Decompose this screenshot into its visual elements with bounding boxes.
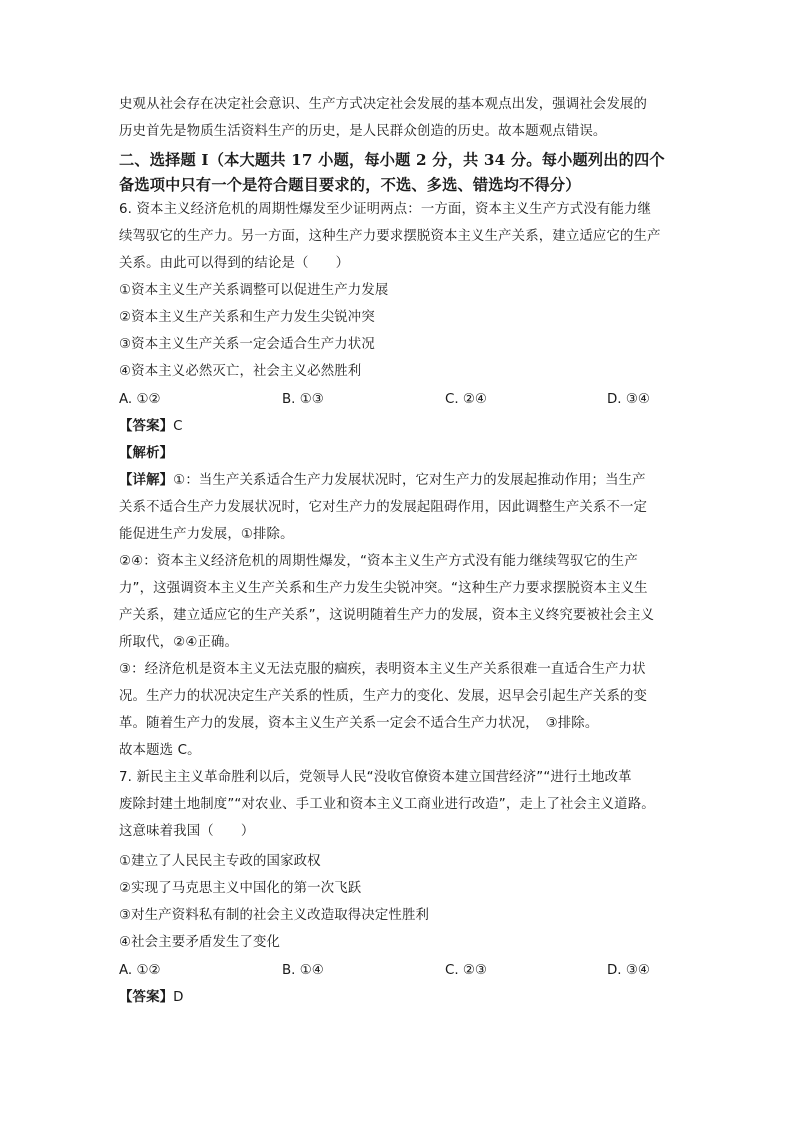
q6-analysis-label [119,445,173,463]
q6-detail-line-5: 力”，这强调资本主义生产关系和生产力发生尖锐冲突。“这种生产力要求摆脱资本主义生 [119,581,648,596]
q7-item-3: ③对生产资料私有制的社会主义改造取得决定性胜利 [119,908,430,923]
answer-label: 【答案】 [119,419,174,434]
q7-option-c: C. ②③ [445,963,487,978]
section-heading-line-2: 备选项中只有一个是符合题目要求的，不选、多选、错选均不得分） [119,176,581,194]
q7-item-2: ②实现了马克思主义中国化的第一次飞跃 [119,881,362,896]
q6-detail-line-3: 能促进生产力发展，①排除。 [119,527,294,542]
q7-answer [119,989,184,1007]
q6-stem-line-2: 续驾驭它的生产力。另一方面，这种生产力要求摆脱资本主义生产关系，建立适应它的生产 [119,229,661,244]
q6-detail-line-7: 所取代，②④正确。 [119,635,239,650]
q6-option-d: D. ③④ [607,392,650,407]
answer-value: C [173,419,183,434]
answer-label: 【答案】 [119,990,174,1005]
q6-item-2: ②资本主义生产关系和生产力发生尖锐冲突 [119,310,375,325]
q7-item-4: ④社会主要矛盾发生了变化 [119,935,281,950]
q6-conclusion: 故本题选 C。 [119,743,201,758]
q6-item-3: ③资本主义生产关系一定会适合生产力状况 [119,337,375,352]
q6-detail-line-10: 革。随着生产力的发展，资本主义生产关系一定会不适合生产力状况， ③排除。 [119,716,599,731]
q6-detail-line-4: ②④：资本主义经济危机的周期性爆发，“资本主义生产方式没有能力继续驾驭它的生产 [119,554,638,569]
q6-detail-line-8: ③：经济危机是资本主义无法克服的痼疾，表明资本主义生产关系很难一直适合生产力状 [119,662,646,677]
q7-stem-line-2: 废除封建土地制度”“对农业、手工业和资本主义工商业进行改造”，走上了社会主义道路。 [119,797,655,812]
q6-item-1: ①资本主义生产关系调整可以促进生产力发展 [119,283,389,298]
q6-detail-line-9: 况。生产力的状况决定生产关系的性质，生产力的变化、发展，迟早会引起生产关系的变 [119,689,648,704]
detail-label: 【详解】 [119,473,174,488]
detail-text: ①：当生产关系适合生产力发展状况时，它对生产力的发展起推动作用；当生产 [173,473,646,488]
q6-stem-line-3: 关系。由此可以得到的结论是（ ） [119,256,350,271]
q7-item-1: ①建立了人民民主专政的国家政权 [119,854,321,869]
q6-option-c: C. ②④ [445,392,487,407]
q6-option-a: A. ①② [119,392,161,407]
q6-answer [119,418,183,436]
q6-item-4: ④资本主义必然灭亡，社会主义必然胜利 [119,364,362,379]
q6-detail-line-1 [119,472,646,490]
q7-option-a: A. ①② [119,963,161,978]
answer-value: D [173,990,184,1005]
intro-line-1: 史观从社会存在决定社会意识、生产方式决定社会发展的基本观点出发，强调社会发展的 [119,97,648,112]
analysis-label: 【解析】 [119,446,174,461]
q7-options [119,962,679,980]
q6-detail-line-6: 产关系，建立适应它的生产关系”，这说明随着生产力的发展，资本主义终究要被社会主义 [119,608,655,623]
q7-option-d: D. ③④ [607,963,650,978]
intro-line-2: 历史首先是物质生活资料生产的历史，是人民群众创造的历史。故本题观点错误。 [119,124,607,139]
q7-option-b: B. ①④ [282,963,324,978]
section-heading-line-1: 二、选择题 I（本大题共 17 小题，每小题 2 分，共 34 分。每小题列出的四个 [119,151,665,169]
q6-options [119,391,679,409]
q6-detail-line-2: 关系不适合生产力发展状况时，它对生产力的发展起阻碍作用，因此调整生产关系不一定 [119,500,648,515]
q7-stem-line-3: 这意味着我国（ ） [119,824,255,839]
q6-stem-line-1: 6. 资本主义经济危机的周期性爆发至少证明两点：一方面，资本主义生产方式没有能力继 [119,202,652,217]
q7-stem-line-1: 7. 新民主主义革命胜利以后，党领导人民“没收官僚资本建立国营经济”“进行土地改革 [119,770,632,785]
q6-option-b: B. ①③ [282,392,324,407]
